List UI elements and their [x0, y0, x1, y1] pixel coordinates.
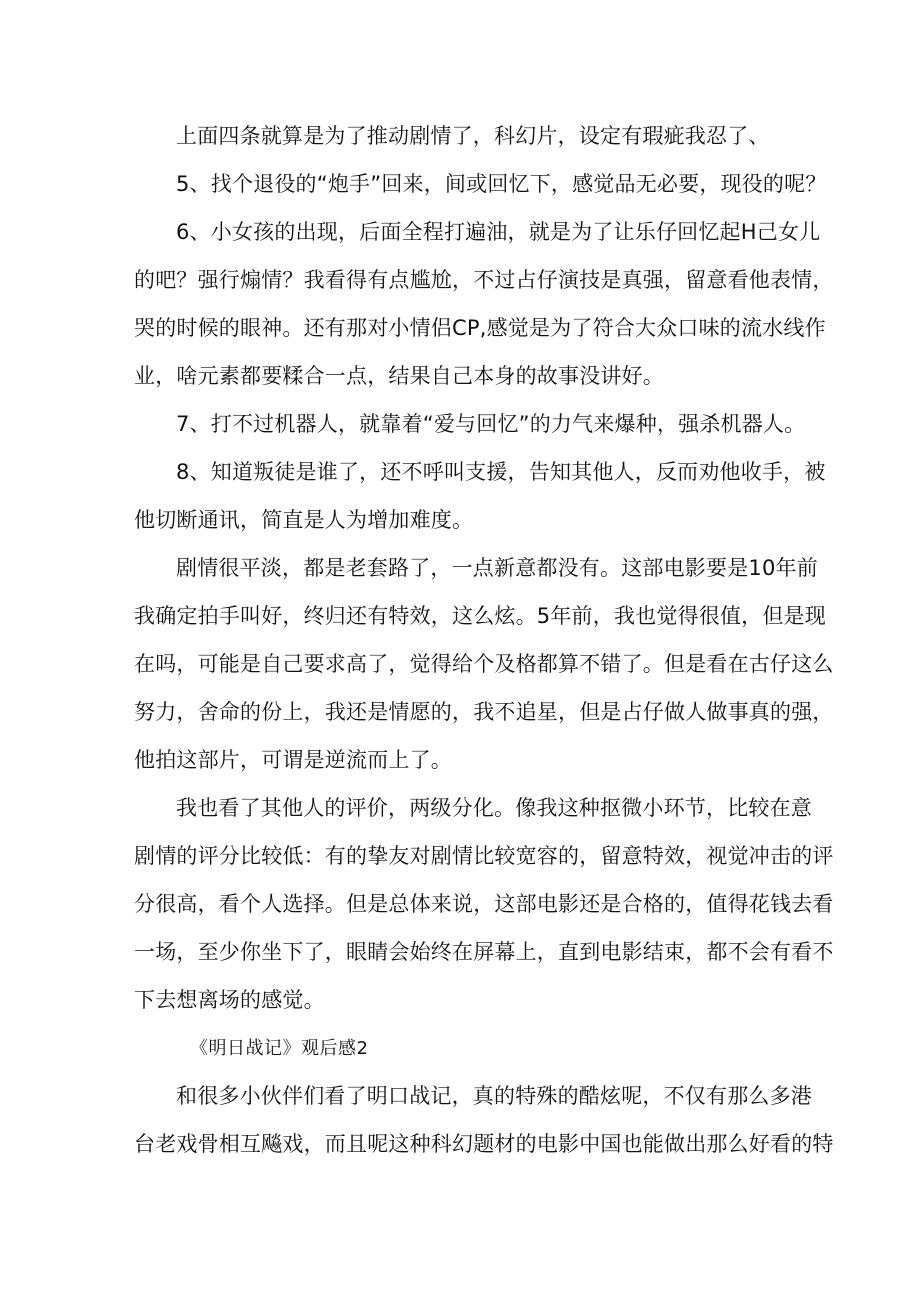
paragraph-line: 8、知道叛徒是谁了，还不呼叫支援，告知其他人，反而劝他收手，被	[176, 460, 826, 484]
paragraph-line: 的吧？强行煽情？我看得有点尴尬，不过占仔演技是真强，留意看他表情，	[134, 268, 834, 292]
paragraph-line: 7、打不过机器人，就靠着“爱与回忆”的力气来爆种，强杀机器人。	[176, 412, 806, 436]
paragraph-line: 哭的时候的眼神。还有那对小情侣CP,感觉是为了符合大众口味的流水线作	[134, 316, 826, 340]
paragraph-line: 台老戏骨相互飚戏，而且呢这种科幻题材的电影中国也能做出那么好看的特	[134, 1132, 834, 1156]
paragraph-line: 我也看了其他人的评价，两级分化。像我这种抠微小环节，比较在意	[176, 796, 812, 820]
paragraph-line: 6、小女孩的出现，后面全程打遍油，就是为了让乐仔回忆起H己女儿	[176, 220, 821, 244]
paragraph-line: 在吗，可能是自己要求高了，觉得给个及格都算不错了。但是看在古仔这么	[134, 652, 834, 676]
paragraph-line: 下去想离场的感觉。	[134, 988, 325, 1012]
paragraph-line: 和很多小伙伴们看了明口战记，真的特殊的酷炫呢，不仅有那么多港	[176, 1084, 812, 1108]
paragraph-line: 剧情很平淡，都是老套路了，一点新意都没有。这部电影要是10年前	[176, 556, 818, 580]
section-heading: 《明日战记》观后感2	[190, 1038, 369, 1059]
paragraph-line: 我确定拍手叫好，终归还有特效，这么炫。5年前，我也觉得很值，但是现	[134, 604, 826, 628]
paragraph-line: 分很高，看个人选择。但是总体来说，这部电影还是合格的，值得花钱去看	[134, 892, 834, 916]
paragraph-line: 5、找个退役的“炮手”回来，间或回忆下，感觉品无必要，现役的呢？	[176, 172, 827, 196]
paragraph-line: 努力，舍命的份上，我还是情愿的，我不追星，但是占仔做人做事真的强，	[134, 700, 834, 724]
paragraph-line: 一场，至少你坐下了，眼睛会始终在屏幕上，直到电影结束，都不会有看不	[134, 940, 834, 964]
paragraph-line: 他切断通讯，简直是人为增加难度。	[134, 508, 474, 532]
paragraph-line: 剧情的评分比较低：有的挚友对剧情比较宽容的，留意特效，视觉冲击的评	[134, 844, 834, 868]
paragraph-line: 他拍这部片，可谓是逆流而上了。	[134, 748, 452, 772]
paragraph-line: 上面四条就算是为了推动剧情了，科幻片，设定有瑕疵我忍了、	[176, 124, 770, 148]
paragraph-line: 业，啥元素都要糅合一点，结果自己本身的故事没讲好。	[134, 364, 664, 388]
